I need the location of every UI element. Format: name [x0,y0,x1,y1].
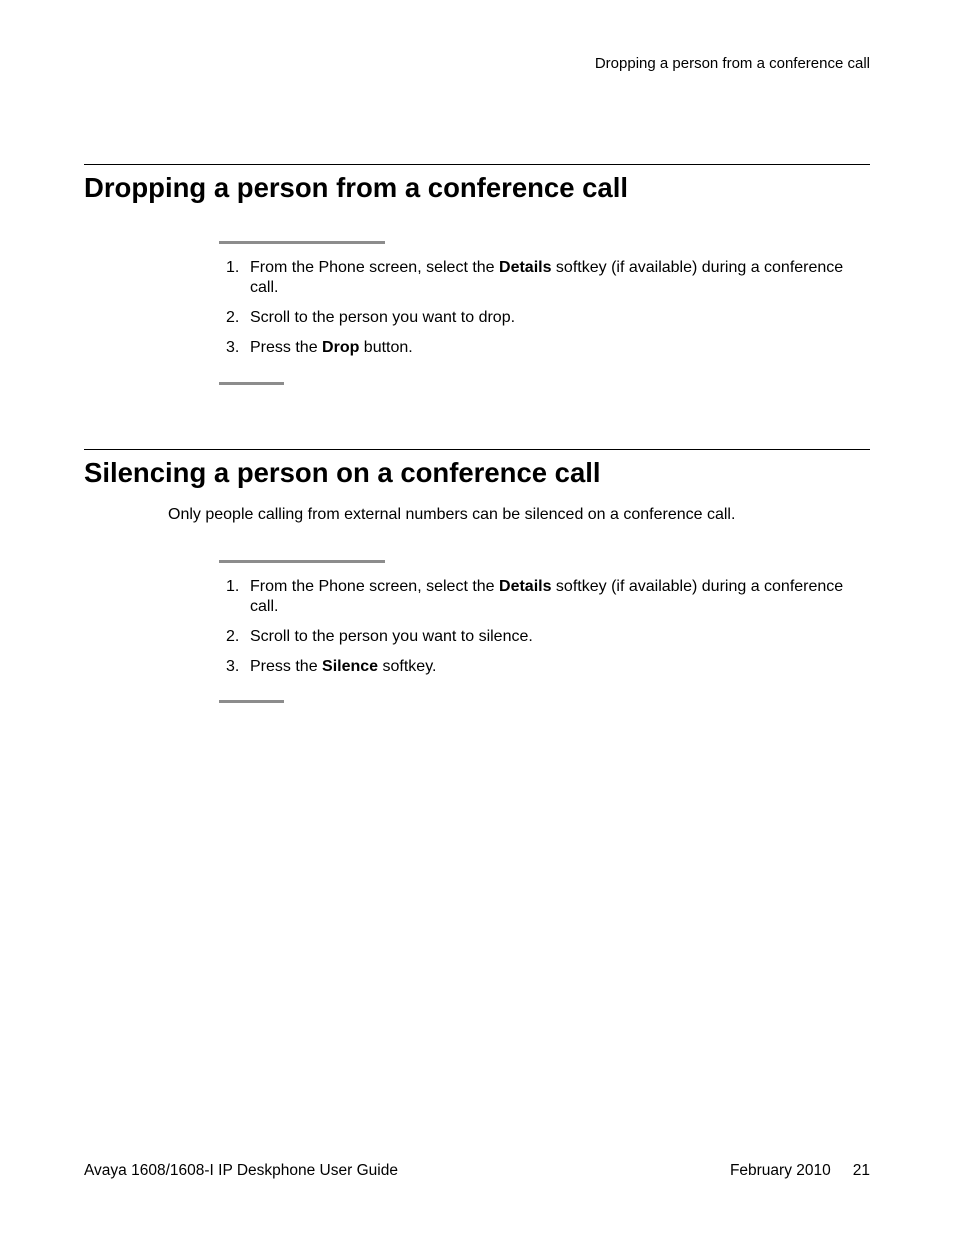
section-title-silencing: Silencing a person on a conference call [84,457,601,488]
section-intro: Only people calling from external numbers can be silenced on a conference call. [168,506,736,523]
step-text-pre: From the Phone screen, select the [250,259,500,276]
procedure-rule-top [219,241,385,244]
step-text-pre: Press the [250,339,323,356]
step-number: 3. [226,658,240,675]
step-text-post: softkey. [378,658,437,675]
section-dropping [84,164,870,203]
step-number: 2. [226,309,240,326]
steps-list-dropping [219,258,870,368]
procedure-rule-bottom [219,382,284,385]
step-number: 2. [226,628,240,645]
section-rule [84,449,870,450]
procedure-rule-bottom [219,700,284,703]
step-item [219,308,870,328]
step-item [219,338,870,358]
running-header: Dropping a person from a conference call [594,55,870,72]
step-text-post: softkey (if available) during a conference call. [250,578,844,615]
step-item [219,258,870,298]
section-rule [84,164,870,165]
step-text-post: softkey (if available) during a conference call. [250,259,844,296]
steps-list-silencing [219,577,870,687]
step-item [219,627,870,647]
page-number: 21 [852,1162,870,1179]
step-number: 1. [226,259,240,276]
step-text-bold: Drop [322,339,360,356]
step-text-pre: Press the [250,658,323,675]
footer-doc-title: Avaya 1608/1608-I IP Deskphone User Guide [84,1162,398,1179]
step-text-post: button. [359,339,413,356]
step-item [219,657,870,677]
step-number: 3. [226,339,240,356]
step-text-pre: Scroll to the person you want to drop. [250,309,516,326]
step-text-bold: Details [499,259,552,276]
step-number: 1. [226,578,240,595]
procedure-rule-top [219,560,385,563]
footer-date: February 2010 [729,1162,831,1179]
section-title-dropping: Dropping a person from a conference call [84,172,629,203]
step-text-pre: Scroll to the person you want to silence. [250,628,533,645]
step-text-bold: Details [499,578,552,595]
step-text-bold: Silence [322,658,379,675]
step-item [219,577,870,617]
step-text-pre: From the Phone screen, select the [250,578,500,595]
section-silencing [84,449,870,488]
footer-right [730,1162,870,1180]
